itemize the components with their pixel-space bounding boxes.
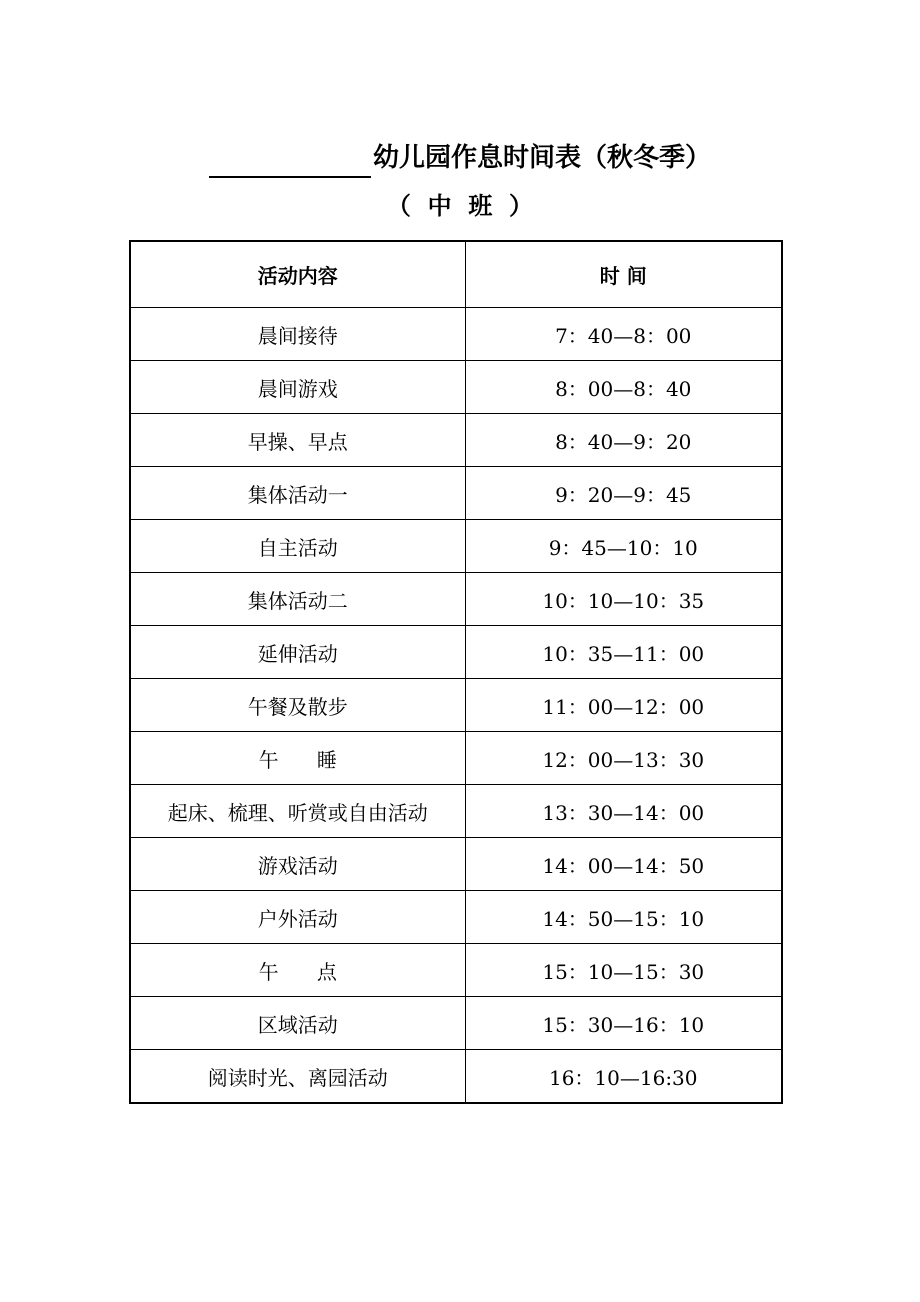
class-subtitle: （ 中 班 ）: [386, 192, 534, 220]
table-row: [130, 997, 782, 1050]
time-cell: 15：10—15：30: [465, 944, 782, 997]
table-row: [130, 626, 782, 679]
time-cell: 16：10—16:30: [465, 1050, 782, 1104]
activity-cell: 午 睡: [130, 732, 465, 785]
table-row: [130, 414, 782, 467]
time-cell: 9：20—9：45: [465, 467, 782, 520]
activity-cell: 晨间游戏: [130, 361, 465, 414]
time-cell: 13：30—14：00: [465, 785, 782, 838]
table-row: [130, 1050, 782, 1104]
activity-cell: 延伸活动: [130, 626, 465, 679]
time-cell: 9：45—10：10: [465, 520, 782, 573]
document-title-text: 幼儿园作息时间表（秋冬季）: [372, 143, 711, 173]
table-row: [130, 838, 782, 891]
schedule-table: [129, 240, 783, 1104]
activity-cell: 游戏活动: [130, 838, 465, 891]
table-row: [130, 944, 782, 997]
document-title: [0, 138, 920, 178]
table-row: [130, 573, 782, 626]
time-cell: 10：35—11：00: [465, 626, 782, 679]
time-cell: 11：00—12：00: [465, 679, 782, 732]
activity-header: 活动内容: [130, 241, 465, 308]
activity-cell: 阅读时光、离园活动: [130, 1050, 465, 1104]
time-cell: 14：00—14：50: [465, 838, 782, 891]
table-row: [130, 467, 782, 520]
time-cell: 10：10—10：35: [465, 573, 782, 626]
activity-cell: 自主活动: [130, 520, 465, 573]
table-row: [130, 785, 782, 838]
activity-cell: 起床、梳理、听赏或自由活动: [130, 785, 465, 838]
table-header-row: [130, 241, 782, 308]
time-cell: 12：00—13：30: [465, 732, 782, 785]
activity-cell: 午餐及散步: [130, 679, 465, 732]
activity-cell: 户外活动: [130, 891, 465, 944]
table-row: [130, 520, 782, 573]
time-cell: 8：00—8：40: [465, 361, 782, 414]
activity-cell: 早操、早点: [130, 414, 465, 467]
time-cell: 14：50—15：10: [465, 891, 782, 944]
activity-cell: 集体活动二: [130, 573, 465, 626]
table-row: [130, 361, 782, 414]
table-row: [130, 891, 782, 944]
activity-cell: 集体活动一: [130, 467, 465, 520]
time-cell: 8：40—9：20: [465, 414, 782, 467]
table-row: [130, 308, 782, 361]
table-row: [130, 679, 782, 732]
table-row: [130, 732, 782, 785]
activity-cell: 晨间接待: [130, 308, 465, 361]
time-cell: 15：30—16：10: [465, 997, 782, 1050]
time-cell: 7：40—8：00: [465, 308, 782, 361]
activity-cell: 午 点: [130, 944, 465, 997]
activity-cell: 区域活动: [130, 997, 465, 1050]
time-header: 时 间: [465, 241, 782, 308]
kindergarten-name-blank: [209, 148, 371, 178]
